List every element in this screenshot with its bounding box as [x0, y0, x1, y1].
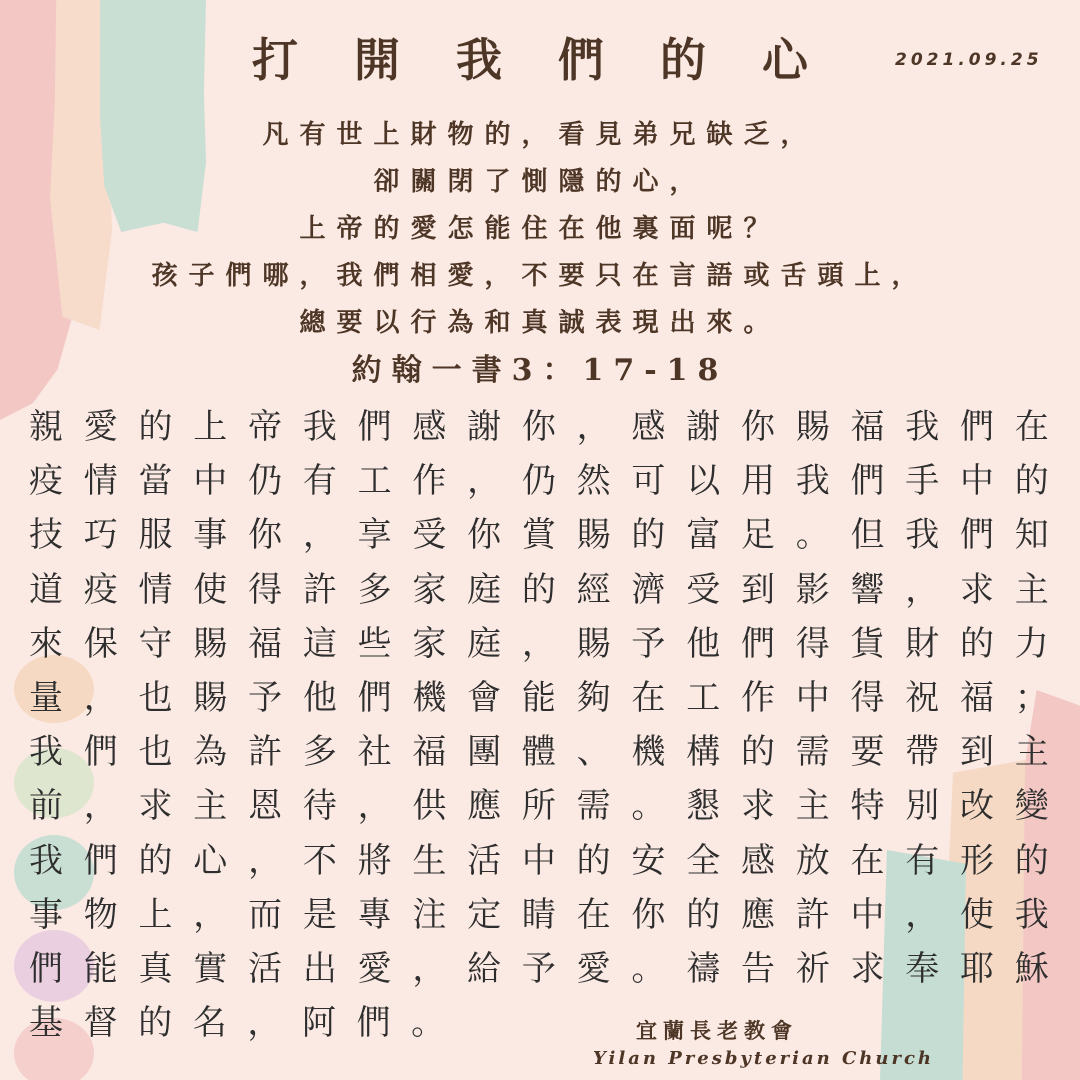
prayer-line: 我 們 也 為 許 多 社 福 團 體 、 機 構 的 需 要 帶 到 主 — [29, 732, 1049, 773]
verse-line: 卻關閉了惻隱的心， — [373, 167, 707, 197]
prayer-line: 疫 情 當 中 仍 有 工 作 ， 仍 然 可 以 用 我 們 手 中 的 — [29, 461, 1049, 502]
scripture-verse — [0, 112, 1080, 394]
verse-line: 總要以行為和真誠表現出來。 — [299, 308, 781, 338]
page-title: 打 開 我 們 的 心 — [251, 33, 829, 87]
prayer-line: 事 物 上 ， 而 是 專 注 定 睛 在 你 的 應 許 中 ， 使 我 — [29, 894, 1049, 935]
prayer-text — [28, 400, 1058, 1050]
prayer-line: 我 們 的 心 ， 不 將 生 活 中 的 安 全 感 放 在 有 形 的 — [29, 840, 1049, 881]
prayer-line: 量 ， 也 賜 予 他 們 機 會 能 夠 在 工 作 中 得 祝 福 ； — [29, 677, 1049, 718]
prayer-line: 技 巧 服 事 你 ， 享 受 你 賞 賜 的 富 足 。 但 我 們 知 — [29, 515, 1049, 556]
prayer-line: 來 保 守 賜 福 這 些 家 庭 ， 賜 予 他 們 得 貨 財 的 力 — [29, 623, 1049, 664]
verse-line: 凡有世上財物的，看見弟兄缺乏， — [262, 120, 818, 150]
church-name-chinese: 宜蘭長老教會 — [636, 1018, 798, 1043]
verse-reference: 約翰一書3：17-18 — [351, 353, 729, 388]
prayer-line: 們 能 真 實 活 出 愛 ， 給 予 愛 。 禱 告 祈 求 奉 耶 穌 — [29, 948, 1049, 989]
prayer-line: 道 疫 情 使 得 許 多 家 庭 的 經 濟 受 到 影 響 ， 求 主 — [29, 569, 1049, 610]
date-label: 2021.09.25 — [895, 50, 1043, 70]
prayer-line: 基 督 的 名 ， 阿 們 。 — [29, 1003, 446, 1044]
verse-line: 上帝的愛怎能住在他裏面呢？ — [299, 214, 781, 244]
verse-line: 孩子們哪，我們相愛，不要只在言語或舌頭上， — [151, 261, 929, 291]
prayer-line: 親 愛 的 上 帝 我 們 感 謝 你 ， 感 謝 你 賜 福 我 們 在 — [29, 407, 1049, 447]
prayer-line: 前 ， 求 主 恩 待 ， 供 應 所 需 。 懇 求 主 特 別 改 變 — [29, 786, 1049, 827]
church-name-english: Yilan Presbyterian Church — [593, 1048, 935, 1069]
